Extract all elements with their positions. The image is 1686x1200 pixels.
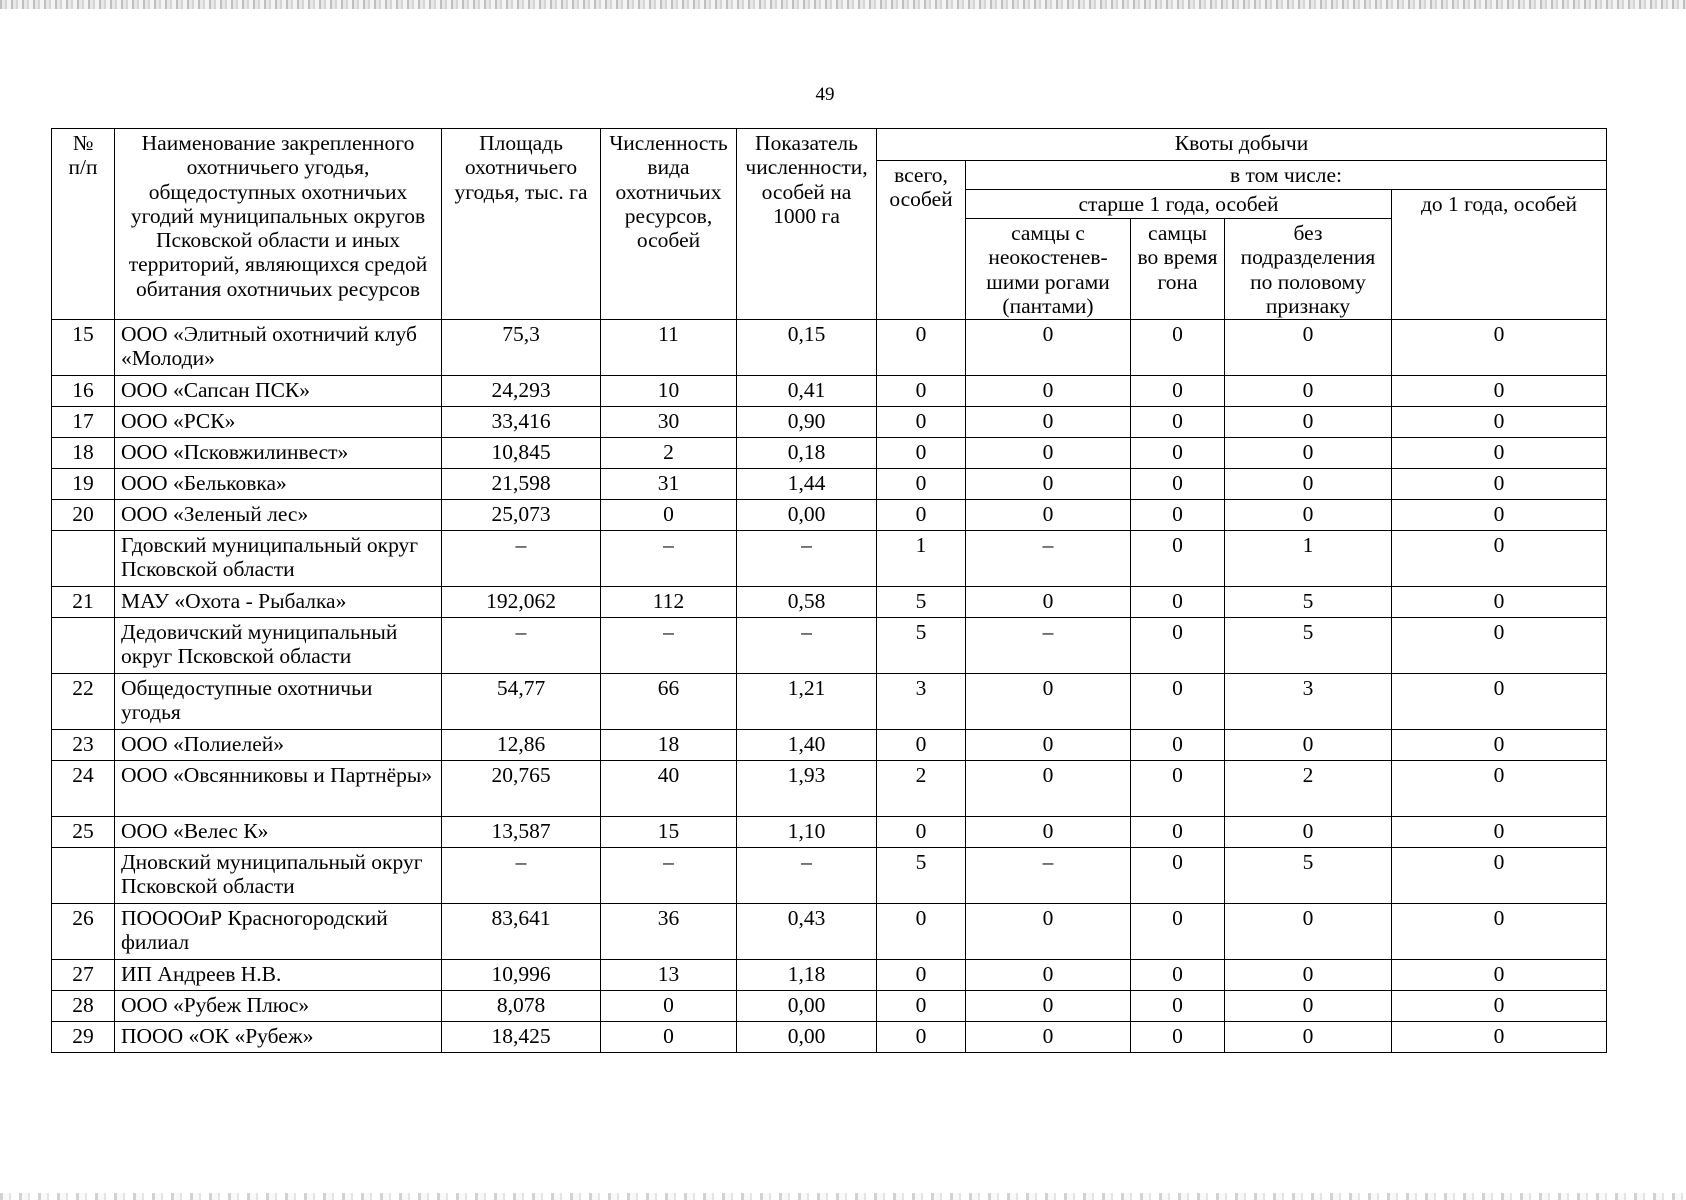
cell-area: 10,845 xyxy=(442,438,601,469)
cell-density: 1,40 xyxy=(737,730,877,761)
cell-nosex: 0 xyxy=(1225,904,1392,960)
cell-name: Дновский муниципальный округ Псковской области xyxy=(115,848,442,904)
cell-rut: 0 xyxy=(1131,904,1225,960)
cell-young: 0 xyxy=(1392,438,1607,469)
cell-total: 0 xyxy=(877,1022,966,1053)
cell-count: 18 xyxy=(601,730,737,761)
cell-rut: 0 xyxy=(1131,531,1225,587)
header-area: Площадь охотничьего угодья, тыс. га xyxy=(442,129,601,320)
cell-total: 2 xyxy=(877,761,966,817)
cell-area: 21,598 xyxy=(442,469,601,500)
cell-count: – xyxy=(601,531,737,587)
cell-total: 0 xyxy=(877,376,966,407)
cell-density: – xyxy=(737,618,877,674)
cell-count: 0 xyxy=(601,500,737,531)
cell-young: 0 xyxy=(1392,730,1607,761)
cell-density: 1,10 xyxy=(737,817,877,848)
header-including: в том числе: xyxy=(966,161,1607,190)
table-row xyxy=(52,500,1607,531)
cell-num: 19 xyxy=(52,469,115,500)
cell-total: 5 xyxy=(877,618,966,674)
table-row xyxy=(52,618,1607,674)
scan-edge-top xyxy=(0,0,1686,9)
cell-young: 0 xyxy=(1392,817,1607,848)
header-density: Показатель численности, особей на 1000 га xyxy=(737,129,877,320)
table-row xyxy=(52,1022,1607,1053)
cell-area: 83,641 xyxy=(442,904,601,960)
cell-antlers: 0 xyxy=(966,730,1131,761)
cell-rut: 0 xyxy=(1131,674,1225,730)
cell-rut: 0 xyxy=(1131,1022,1225,1053)
cell-num: 23 xyxy=(52,730,115,761)
cell-young: 0 xyxy=(1392,761,1607,817)
cell-rut: 0 xyxy=(1131,500,1225,531)
cell-total: 3 xyxy=(877,674,966,730)
quota-table xyxy=(51,128,1607,1053)
cell-name: ООО «Псковжилинвест» xyxy=(115,438,442,469)
cell-rut: 0 xyxy=(1131,960,1225,991)
table-row xyxy=(52,960,1607,991)
cell-total: 0 xyxy=(877,500,966,531)
cell-name: МАУ «Охота - Рыбалка» xyxy=(115,587,442,618)
cell-density: – xyxy=(737,531,877,587)
cell-rut: 0 xyxy=(1131,761,1225,817)
cell-area: 10,996 xyxy=(442,960,601,991)
table-row xyxy=(52,469,1607,500)
cell-count: – xyxy=(601,848,737,904)
cell-rut: 0 xyxy=(1131,848,1225,904)
cell-antlers: – xyxy=(966,618,1131,674)
cell-density: 0,58 xyxy=(737,587,877,618)
cell-antlers: 0 xyxy=(966,1022,1131,1053)
cell-num: 25 xyxy=(52,817,115,848)
cell-count: 36 xyxy=(601,904,737,960)
cell-nosex: 0 xyxy=(1225,376,1392,407)
cell-name: ПООООиР Красногородский филиал xyxy=(115,904,442,960)
cell-num: 24 xyxy=(52,761,115,817)
cell-num: 26 xyxy=(52,904,115,960)
cell-rut: 0 xyxy=(1131,376,1225,407)
header-older: старше 1 года, особей xyxy=(966,190,1392,219)
header-young: до 1 года, особей xyxy=(1392,190,1607,320)
cell-count: 0 xyxy=(601,1022,737,1053)
cell-total: 5 xyxy=(877,587,966,618)
cell-nosex: 1 xyxy=(1225,531,1392,587)
table-row xyxy=(52,531,1607,587)
cell-nosex: 5 xyxy=(1225,848,1392,904)
cell-num xyxy=(52,848,115,904)
cell-total: 0 xyxy=(877,730,966,761)
cell-rut: 0 xyxy=(1131,320,1225,376)
table-row xyxy=(52,761,1607,817)
cell-antlers: 0 xyxy=(966,438,1131,469)
cell-rut: 0 xyxy=(1131,991,1225,1022)
cell-young: 0 xyxy=(1392,531,1607,587)
table-row xyxy=(52,730,1607,761)
cell-young: 0 xyxy=(1392,848,1607,904)
cell-nosex: 0 xyxy=(1225,500,1392,531)
cell-num xyxy=(52,618,115,674)
cell-rut: 0 xyxy=(1131,407,1225,438)
cell-density: 1,93 xyxy=(737,761,877,817)
cell-nosex: 0 xyxy=(1225,438,1392,469)
table-row xyxy=(52,438,1607,469)
cell-total: 0 xyxy=(877,960,966,991)
cell-young: 0 xyxy=(1392,407,1607,438)
header-name: Наименование закрепленного охотничьего угодья, общедоступных охотничьих угодий муниципальных округов Псковской области и иных территорий, являющихся средой обитания охотничьих ресурсов xyxy=(115,129,442,320)
cell-young: 0 xyxy=(1392,904,1607,960)
table-row xyxy=(52,587,1607,618)
cell-nosex: 3 xyxy=(1225,674,1392,730)
cell-name: ООО «Сапсан ПСК» xyxy=(115,376,442,407)
cell-num: 20 xyxy=(52,500,115,531)
cell-antlers: 0 xyxy=(966,500,1131,531)
cell-count: 2 xyxy=(601,438,737,469)
cell-total: 0 xyxy=(877,904,966,960)
cell-area: 54,77 xyxy=(442,674,601,730)
cell-count: 112 xyxy=(601,587,737,618)
cell-name: ООО «Бельковка» xyxy=(115,469,442,500)
cell-total: 0 xyxy=(877,438,966,469)
cell-num: 15 xyxy=(52,320,115,376)
cell-density: 0,90 xyxy=(737,407,877,438)
cell-antlers: 0 xyxy=(966,904,1131,960)
cell-num: 17 xyxy=(52,407,115,438)
cell-count: 10 xyxy=(601,376,737,407)
cell-name: Дедовичский муниципальный округ Псковской области xyxy=(115,618,442,674)
cell-area: 20,765 xyxy=(442,761,601,817)
cell-young: 0 xyxy=(1392,500,1607,531)
cell-rut: 0 xyxy=(1131,618,1225,674)
cell-count: 66 xyxy=(601,674,737,730)
table-row xyxy=(52,407,1607,438)
cell-num xyxy=(52,531,115,587)
cell-density: 0,43 xyxy=(737,904,877,960)
cell-antlers: – xyxy=(966,848,1131,904)
header-antlers: самцы с неокостенев-шими рогами (пантами) xyxy=(966,219,1131,320)
cell-nosex: 0 xyxy=(1225,320,1392,376)
cell-area: 18,425 xyxy=(442,1022,601,1053)
table-body xyxy=(52,320,1607,1053)
scan-edge-bottom xyxy=(0,1193,1686,1200)
cell-young: 0 xyxy=(1392,1022,1607,1053)
table-row xyxy=(52,991,1607,1022)
table-row xyxy=(52,376,1607,407)
cell-young: 0 xyxy=(1392,618,1607,674)
cell-name: ООО «Зеленый лес» xyxy=(115,500,442,531)
cell-name: Гдовский муниципальный округ Псковской области xyxy=(115,531,442,587)
cell-density: 0,00 xyxy=(737,500,877,531)
header-num: № п/п xyxy=(52,129,115,320)
cell-young: 0 xyxy=(1392,376,1607,407)
cell-area: – xyxy=(442,531,601,587)
cell-nosex: 5 xyxy=(1225,587,1392,618)
cell-count: 11 xyxy=(601,320,737,376)
cell-name: ИП Андреев Н.В. xyxy=(115,960,442,991)
cell-antlers: 0 xyxy=(966,991,1131,1022)
cell-area: 192,062 xyxy=(442,587,601,618)
cell-nosex: 0 xyxy=(1225,730,1392,761)
cell-total: 0 xyxy=(877,991,966,1022)
cell-rut: 0 xyxy=(1131,587,1225,618)
cell-density: – xyxy=(737,848,877,904)
cell-num: 18 xyxy=(52,438,115,469)
cell-young: 0 xyxy=(1392,960,1607,991)
cell-antlers: 0 xyxy=(966,761,1131,817)
cell-young: 0 xyxy=(1392,587,1607,618)
cell-area: 33,416 xyxy=(442,407,601,438)
cell-rut: 0 xyxy=(1131,730,1225,761)
cell-num: 29 xyxy=(52,1022,115,1053)
cell-total: 1 xyxy=(877,531,966,587)
cell-density: 0,00 xyxy=(737,1022,877,1053)
cell-young: 0 xyxy=(1392,320,1607,376)
cell-area: 12,86 xyxy=(442,730,601,761)
cell-nosex: 0 xyxy=(1225,817,1392,848)
header-total: всего, особей xyxy=(877,161,966,320)
header-nosex: без подразделения по половому признаку xyxy=(1225,219,1392,320)
cell-rut: 0 xyxy=(1131,817,1225,848)
cell-total: 0 xyxy=(877,469,966,500)
cell-rut: 0 xyxy=(1131,438,1225,469)
cell-young: 0 xyxy=(1392,991,1607,1022)
cell-young: 0 xyxy=(1392,674,1607,730)
cell-antlers: 0 xyxy=(966,817,1131,848)
cell-total: 0 xyxy=(877,320,966,376)
cell-antlers: 0 xyxy=(966,674,1131,730)
cell-nosex: 0 xyxy=(1225,960,1392,991)
cell-density: 1,21 xyxy=(737,674,877,730)
cell-antlers: 0 xyxy=(966,376,1131,407)
cell-density: 1,18 xyxy=(737,960,877,991)
cell-num: 27 xyxy=(52,960,115,991)
cell-name: ООО «Полиелей» xyxy=(115,730,442,761)
cell-antlers: 0 xyxy=(966,407,1131,438)
cell-num: 28 xyxy=(52,991,115,1022)
cell-num: 22 xyxy=(52,674,115,730)
cell-total: 5 xyxy=(877,848,966,904)
cell-count: – xyxy=(601,618,737,674)
cell-count: 15 xyxy=(601,817,737,848)
cell-name: ООО «Элитный охотничий клуб «Молоди» xyxy=(115,320,442,376)
table-row xyxy=(52,904,1607,960)
table-header xyxy=(52,129,1607,320)
cell-name: ООО «Рубеж Плюс» xyxy=(115,991,442,1022)
cell-name: ООО «РСК» xyxy=(115,407,442,438)
cell-count: 30 xyxy=(601,407,737,438)
table-row xyxy=(52,817,1607,848)
header-rut: самцы во время гона xyxy=(1131,219,1225,320)
cell-total: 0 xyxy=(877,817,966,848)
cell-density: 0,18 xyxy=(737,438,877,469)
cell-count: 13 xyxy=(601,960,737,991)
cell-nosex: 0 xyxy=(1225,1022,1392,1053)
cell-name: ООО «Велес К» xyxy=(115,817,442,848)
table-row xyxy=(52,848,1607,904)
cell-name: ПООО «ОК «Рубеж» xyxy=(115,1022,442,1053)
cell-area: 75,3 xyxy=(442,320,601,376)
cell-nosex: 0 xyxy=(1225,407,1392,438)
cell-density: 1,44 xyxy=(737,469,877,500)
cell-area: 8,078 xyxy=(442,991,601,1022)
page-number: 49 xyxy=(815,84,835,105)
cell-antlers: – xyxy=(966,531,1131,587)
cell-nosex: 2 xyxy=(1225,761,1392,817)
header-count: Численность вида охотничьих ресурсов, особей xyxy=(601,129,737,320)
header-quotas: Квоты добычи xyxy=(877,129,1607,161)
cell-nosex: 0 xyxy=(1225,991,1392,1022)
cell-count: 31 xyxy=(601,469,737,500)
cell-area: – xyxy=(442,618,601,674)
cell-antlers: 0 xyxy=(966,587,1131,618)
cell-count: 0 xyxy=(601,991,737,1022)
cell-num: 16 xyxy=(52,376,115,407)
cell-nosex: 0 xyxy=(1225,469,1392,500)
cell-name: ООО «Овсянниковы и Партнёры» xyxy=(115,761,442,817)
table-row xyxy=(52,320,1607,376)
cell-name: Общедоступные охотничьи угодья xyxy=(115,674,442,730)
cell-rut: 0 xyxy=(1131,469,1225,500)
cell-area: 13,587 xyxy=(442,817,601,848)
cell-area: 25,073 xyxy=(442,500,601,531)
cell-antlers: 0 xyxy=(966,960,1131,991)
cell-area: – xyxy=(442,848,601,904)
cell-area: 24,293 xyxy=(442,376,601,407)
cell-num: 21 xyxy=(52,587,115,618)
cell-total: 0 xyxy=(877,407,966,438)
cell-count: 40 xyxy=(601,761,737,817)
cell-antlers: 0 xyxy=(966,469,1131,500)
cell-young: 0 xyxy=(1392,469,1607,500)
cell-density: 0,41 xyxy=(737,376,877,407)
cell-density: 0,15 xyxy=(737,320,877,376)
cell-nosex: 5 xyxy=(1225,618,1392,674)
cell-density: 0,00 xyxy=(737,991,877,1022)
table-row xyxy=(52,674,1607,730)
cell-antlers: 0 xyxy=(966,320,1131,376)
